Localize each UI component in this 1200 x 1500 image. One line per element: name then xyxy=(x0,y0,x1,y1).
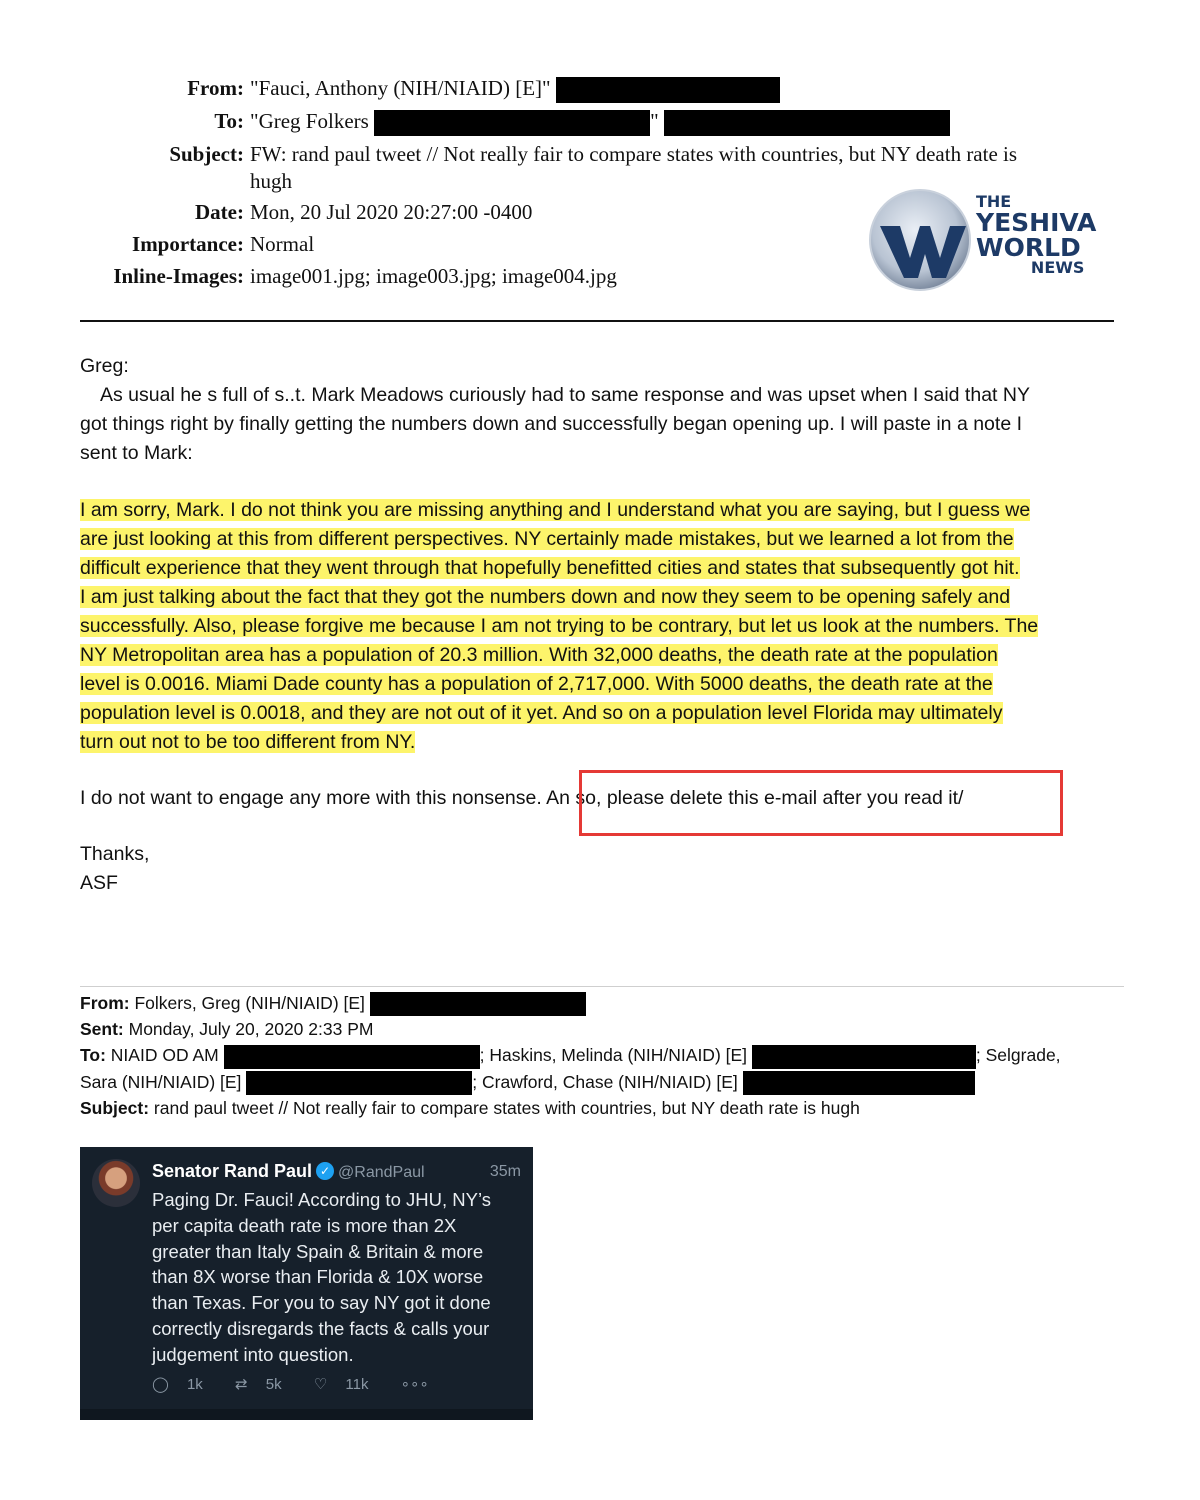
redaction-box xyxy=(743,1071,975,1095)
images-label: Inline-Images: xyxy=(113,264,244,288)
tweet-line: Paging Dr. Fauci! According to JHU, NY’s xyxy=(152,1189,491,1210)
header-divider xyxy=(80,320,1114,322)
signoff xyxy=(80,840,1130,898)
logo-world: WORLD xyxy=(976,233,1081,262)
tweet-screenshot xyxy=(80,1147,533,1420)
verified-badge-icon: ✓ xyxy=(316,1162,334,1180)
tweet-text xyxy=(152,1187,527,1368)
heart-icon: ♡ xyxy=(313,1376,328,1393)
tweet-time: 35m xyxy=(489,1163,521,1180)
tweet-actions xyxy=(152,1375,443,1393)
quoted-line: turn out not to be too different from NY. xyxy=(80,731,416,753)
logo-yeshiva: YESHIVA xyxy=(976,208,1097,237)
quoted-line: level is 0.0016. Miami Dade county has a population of 2,717,000. With 5000 deaths, the death rate at the xyxy=(80,673,993,695)
fwd-sent-row xyxy=(80,1016,1130,1042)
tweet-line: judgement into question. xyxy=(152,1343,354,1365)
tweet-bottom-strip xyxy=(80,1409,533,1420)
tweet-author xyxy=(152,1161,425,1182)
to-label: To: xyxy=(214,109,244,133)
importance-label: Importance: xyxy=(132,232,244,256)
like-count: 11k xyxy=(345,1376,369,1393)
fwd-to-recipient: ; Selgrade, xyxy=(975,1045,1061,1066)
from-label: From: xyxy=(187,76,244,100)
redaction-box xyxy=(664,110,950,136)
tweet-line: than Texas. For you to say NY got it done xyxy=(152,1292,491,1314)
fwd-subject-value: rand paul tweet // Not really fair to compare states with countries, but NY death rate is hugh xyxy=(153,1098,860,1119)
redaction-box xyxy=(752,1045,976,1069)
reply-count: 1k xyxy=(186,1376,203,1393)
fwd-subject-label: Subject: xyxy=(80,1098,150,1119)
quoted-line: successfully. Also, please forgive me because I am not trying to be contrary, but let us look at the numbers. The xyxy=(80,615,1039,637)
fwd-to-row xyxy=(80,1042,1130,1068)
importance-value: Normal xyxy=(250,232,315,256)
fwd-subject-row xyxy=(80,1095,1130,1121)
thanks: Thanks, xyxy=(80,843,150,865)
more-icon: ∘∘∘ xyxy=(400,1376,429,1393)
from-value xyxy=(250,76,780,103)
fwd-from-row xyxy=(80,990,1130,1016)
fwd-to-recipient: NIAID OD AM xyxy=(110,1045,219,1066)
quoted-line: I am sorry, Mark. I do not think you are missing anything and I understand what you are saying, but I guess we xyxy=(80,499,1031,521)
message-body xyxy=(80,352,1130,468)
retweet-count: 5k xyxy=(265,1376,282,1393)
redaction-box xyxy=(556,77,780,103)
fwd-sent-label: Sent: xyxy=(80,1019,124,1040)
fwd-to-recipient: Sara (NIH/NIAID) [E] xyxy=(80,1071,242,1092)
signature: ASF xyxy=(80,872,118,894)
logo-the: THE xyxy=(976,192,1012,211)
to-text: "Greg Folkers xyxy=(250,109,369,133)
yeshiva-world-news-logo xyxy=(866,186,1106,296)
tweet-line: greater than Italy Spain & Britain & more xyxy=(152,1240,484,1262)
quoted-line: population level is 0.0018, and they are not out of it yet. And so on a population level Florida may ultimately xyxy=(80,702,1003,724)
date-value: Mon, 20 Jul 2020 20:27:00 -0400 xyxy=(250,200,533,224)
para1-line1: As usual he s full of s..t. Mark Meadows curiously had to same response and was upset when I said that NY xyxy=(100,384,1030,406)
fwd-to-label: To: xyxy=(80,1045,106,1066)
para1-line2: got things right by finally getting the numbers down and successfully began opening up. I will paste in a note I xyxy=(80,413,1022,435)
reply-icon: ◯ xyxy=(152,1376,169,1393)
forwarded-header xyxy=(80,990,1130,1121)
red-annotation-box xyxy=(579,770,1063,836)
fwd-from-value: Folkers, Greg (NIH/NIAID) [E] xyxy=(134,993,365,1013)
tweet-handle: @RandPaul xyxy=(338,1164,425,1181)
reply-action xyxy=(152,1376,217,1393)
logo-wordmark xyxy=(976,194,1096,276)
logo-globe-icon xyxy=(866,186,974,294)
subject-line-1: FW: rand paul tweet // Not really fair to compare states with countries, but NY death rate is xyxy=(250,142,1018,166)
fwd-to-row-2 xyxy=(80,1069,1130,1095)
fwd-to-recipient: ; Crawford, Chase (NIH/NIAID) [E] xyxy=(472,1071,738,1092)
subject-label: Subject: xyxy=(169,142,244,166)
quoted-line: are just looking at this from different perspectives. NY certainly made mistakes, but we learned a lot from the xyxy=(80,528,1014,550)
redaction-box xyxy=(246,1071,472,1095)
closing-text: I do not want to engage any more with this nonsense. xyxy=(80,787,542,809)
fwd-to-recipient: ; Haskins, Melinda (NIH/NIAID) [E] xyxy=(479,1045,748,1066)
retweet-icon: ⇄ xyxy=(234,1376,248,1393)
subject-line-2: hugh xyxy=(250,169,292,193)
images-value: image001.jpg; image003.jpg; image004.jpg xyxy=(250,264,617,288)
retweet-action xyxy=(235,1376,296,1393)
to-quote: " xyxy=(650,109,659,133)
tweet-line: correctly disregards the facts & calls your xyxy=(152,1317,490,1339)
fwd-sent-value: Monday, July 20, 2020 2:33 PM xyxy=(128,1019,374,1040)
delete-request-text: An so, please delete this e-mail after you read it/ xyxy=(546,787,964,809)
redaction-box xyxy=(374,110,650,136)
date-label: Date: xyxy=(195,200,244,224)
to-value xyxy=(250,109,950,136)
avatar xyxy=(92,1159,140,1207)
redaction-box xyxy=(224,1045,480,1069)
redaction-box xyxy=(370,992,586,1016)
para1-line3: sent to Mark: xyxy=(80,442,193,464)
fwd-from-label: From: xyxy=(80,993,130,1013)
quoted-line: I am just talking about the fact that they got the numbers down and now they seem to be opening safely and xyxy=(80,586,1011,608)
quoted-line: difficult experience that they went through that hopefully benefitted cities and states that subsequently got hit. xyxy=(80,557,1020,579)
from-text: "Fauci, Anthony (NIH/NIAID) [E]" xyxy=(250,76,551,100)
quoted-note xyxy=(80,496,1130,757)
forward-divider xyxy=(80,986,1124,987)
tweet-line: per capita death rate is more than 2X xyxy=(152,1214,457,1236)
greeting: Greg: xyxy=(80,355,129,377)
logo-news: NEWS xyxy=(1030,258,1085,277)
quoted-line: NY Metropolitan area has a population of 20.3 million. With 32,000 deaths, the death rate at the population xyxy=(80,644,998,666)
tweet-author-name: Senator Rand Paul xyxy=(152,1161,313,1181)
like-action xyxy=(314,1376,383,1393)
tweet-line: than 8X worse than Florida & 10X worse xyxy=(152,1266,484,1288)
